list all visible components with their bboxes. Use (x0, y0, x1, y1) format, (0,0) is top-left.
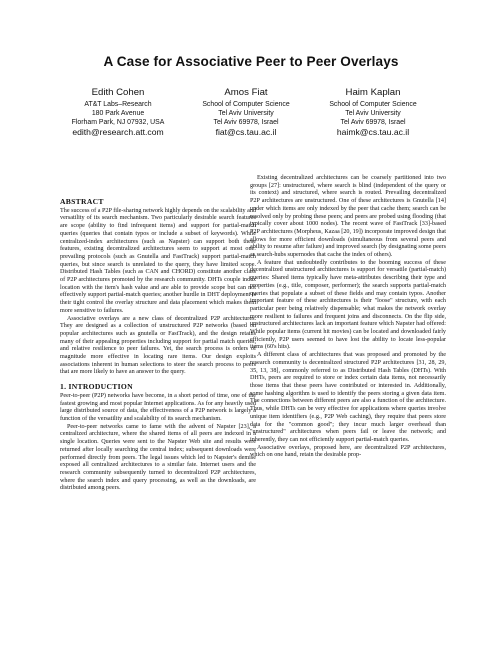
abstract-paragraph: Associative overlays are a new class of decentralized P2P architectures. They are designed as a collection of unstructured P2P networks (based on popular architectures such as gnutella or FastTrack), and the design retains many of their appealing properties including support for partial match queries, and relative resilience to peer failures. Yet, the search process is orders of magnitude more effective in locating rare items. Our design exploits associations inherent in human selections to steer the search process to peers that are more likely to have an answer to the query. (60, 315, 256, 376)
author-name: Haim Kaplan (345, 87, 401, 98)
author-address: Tel Aviv 69978, Israel (213, 119, 279, 126)
author-email[interactable]: fiat@cs.tau.ac.il (215, 127, 277, 137)
author-address: Tel Aviv University (345, 110, 401, 117)
author-affiliation: School of Computer Science (202, 101, 290, 108)
author-email[interactable]: edith@research.att.com (72, 127, 164, 137)
author-fiat (186, 87, 306, 138)
right-column (250, 175, 446, 460)
abstract-heading: ABSTRACT (60, 197, 104, 206)
author-address: Tel Aviv University (218, 110, 274, 117)
author-name: Edith Cohen (91, 87, 145, 98)
intro-paragraph: Peer-to-peer networks came to fame with the advent of Napster [23], a centralized architecture, where the shared items of all peers are indexed in a single location. Queries were sent to the Napster Web site and results were returned after locally searching the central index; subsequent downloads were performed directly from peers. The legal issues which led to Napster's demise exposed all centralized architectures to a similar fate. Internet users and the research community subsequently turned to decentralized P2P architectures, where the search index and query processing, as well as the downloads, are distributed among peers. (60, 423, 256, 492)
author-address: Tel Aviv 69978, Israel (340, 119, 406, 126)
author-address: Florham Park, NJ 07932, USA (71, 119, 165, 126)
author-name: Amos Fiat (224, 87, 268, 98)
author-cohen (58, 87, 178, 138)
author-email[interactable]: haimk@cs.tau.ac.il (336, 127, 410, 137)
left-column (60, 198, 256, 493)
introduction-heading: 1. INTRODUCTION (60, 382, 133, 392)
abstract-paragraph: The success of a P2P file-sharing network highly depends on the scalability and versatility of its search mechanism. Two particularly desirable search features are scope (ability to find infrequent items) and support for partial-match queries (queries that contain typos or include a subset of keywords). While centralized-index architectures (such as Napster) can support both these features, existing decentralized architectures seem to support at most one: prevailing protocols (such as Gnutella and FastTrack) support partial-match queries, but since search is unrelated to the query, they have limited scope. Distributed Hash Tables (such as CAN and CHORD) constitute another class of P2P architectures promoted by the research community. DHTs couple index location with the item's hash value and are able to provide scope but can not effectively support partial-match queries; another hurdle in DHT deployment is their tight control the overlay structure and data placement which makes them more sensitive to failures. (60, 207, 256, 314)
intro-paragraph: A feature that undoubtedly contributes to the booming success of these decentralized unstructured architectures is support for versatile (partial-match) queries: Shared items typically have meta-attributes describing their type and properties (e.g., title, composer, performer); the search supports partial-match queries that populate a subset of these fields and may contain typos. Another important feature of these architectures is their "loose" structure, with each particular peer being relatively dispensable; what makes the network overlay more resilient to failures and frequent joins and disconnects. On the flip side, unstructured architectures lack an important feature which Napster had offered: While popular items (current hit movies) can be located and downloaded fairly efficiently, P2P users seemed to have lost the ability to locate less-popular items (60's hits). (250, 259, 446, 351)
author-kaplan (308, 87, 438, 138)
intro-paragraph: Peer-to-peer (P2P) networks have become, in a short period of time, one of the fastest growing and most popular Internet applications. As for any heavily used large distributed source of data, the effectiveness of a P2P network is largely a function of the versatility and scalability of its search mechanism. (60, 392, 256, 422)
paper-title: A Case for Associative Peer to Peer Overlays (103, 54, 399, 69)
author-affiliation: School of Computer Science (329, 101, 417, 108)
author-block (58, 87, 448, 167)
intro-paragraph: A different class of architectures that was proposed and promoted by the research community is decentralized structured P2P architectures [31, 28, 29, 35, 13, 38], commonly referred to as Distributed Hash Tables (DHTs). With DHTs, peers are required to store or index certain data items, not necessarily those items that these peers have contributed or interested in. Additionally, some hashing algorithm is used to identify the peers storing a given data item. The connections between different peers are also a function of the architecture. Thus, while DHTs can be very effective for applications where queries involve unique item identifiers (e.g., P2P Web caching), they require that peers store data for the "common good"; they incur much larger overhead than "unstructured" architectures when peers fail or leave the network; and inherently, they can not efficiently support partial-match queries. (250, 352, 446, 443)
intro-paragraph: Existing decentralized architectures can be coarsely partitioned into two groups [27]: unstructured, where search is blind (independent of the query or its context) and structured, where search is routed. Prevailing decentralized P2P architectures are unstructured. One of these architectures is Gnutella [14] under which items are only indexed by the peer that cache them; search can be resolved only by probing these peers; and peers are probed using flooding (that typically cover about 1000 nodes). The recent wave of FastTrack [33]-based P2P architectures (Morpheus, Kazaa [20, 19]) incorporate improved design that allows for more efficient downloads (simultaneous from several peers and ability to resume after failure) and improved search (by designating some peers as search-hubs supernodes that cache the index of others). (250, 175, 446, 259)
author-address: 180 Park Avenue (91, 110, 145, 117)
author-affiliation: AT&T Labs–Research (84, 101, 152, 108)
intro-paragraph: Associative overlays, proposed here, are decentralized P2P architectures, which on one hand, retain the desirable prop- (250, 444, 446, 459)
